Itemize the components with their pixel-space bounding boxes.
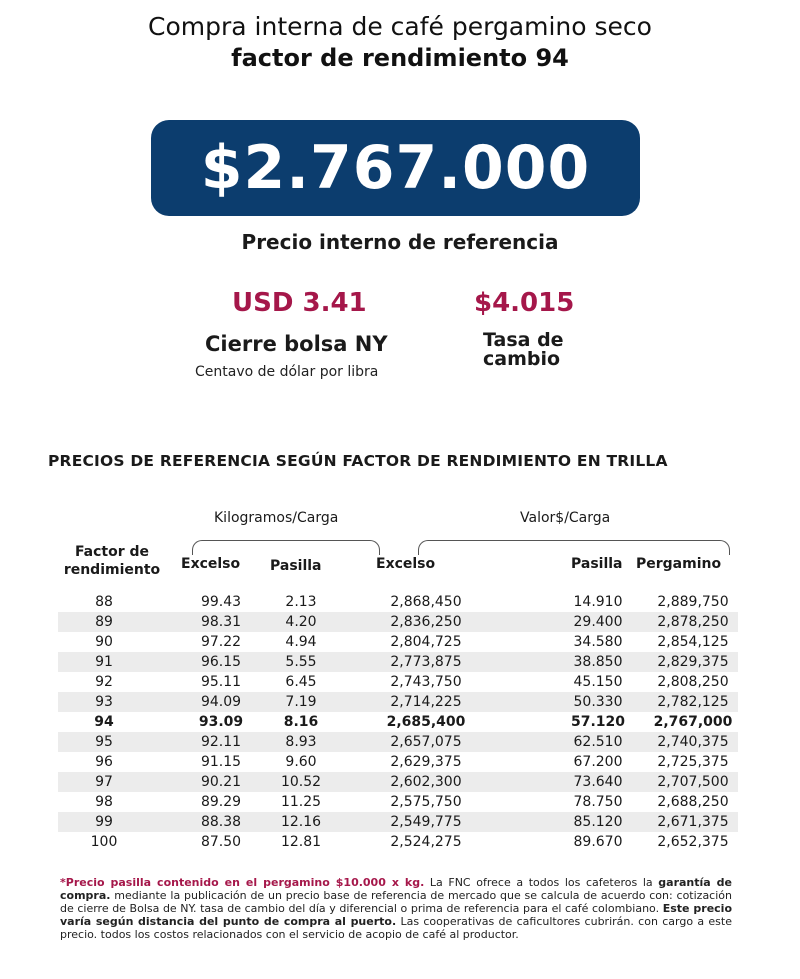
cell-pergamino: 2,889,750 (657, 594, 729, 610)
cell-pasilla-valor: 62.510 (573, 734, 623, 750)
cell-factor: 97 (95, 774, 113, 790)
table-row (58, 672, 738, 692)
footnote-text-1: La FNC ofrece a todos los cafeteros la (424, 876, 659, 889)
cell-pergamino: 2,740,375 (657, 734, 729, 750)
cell-pasilla-valor: 38.850 (573, 654, 623, 670)
bolsa-value: USD 3.41 (232, 288, 367, 318)
table-row (58, 652, 738, 672)
table-row (58, 792, 738, 812)
cell-excelso-valor: 2,868,450 (390, 594, 462, 610)
group-header-valor: Valor$/Carga (520, 510, 611, 526)
reference-price-box (151, 120, 640, 216)
bolsa-sublabel: Centavo de dólar por libra (195, 364, 379, 380)
cell-pasilla-kg: 8.16 (283, 714, 319, 730)
footnote-garantia: garantía de compra. (60, 876, 733, 902)
cell-excelso-valor: 2,804,725 (390, 634, 462, 650)
cell-pasilla-valor: 57.120 (570, 714, 626, 730)
cell-excelso-kg: 89.29 (200, 794, 242, 810)
cell-pergamino: 2,854,125 (657, 634, 729, 650)
cell-excelso-valor: 2,714,225 (390, 694, 462, 710)
cell-excelso-kg: 91.15 (200, 754, 242, 770)
cell-factor: 99 (95, 814, 113, 830)
column-header-factor: Factor de rendimiento (63, 544, 161, 578)
cell-pasilla-valor: 34.580 (573, 634, 623, 650)
cell-pasilla-valor: 67.200 (573, 754, 623, 770)
footnote-price-varies: Este precio varía según distancia del punto de compra al puerto. (60, 902, 733, 928)
footnote-text-2: mediante la publicación de un precio base de referencia de mercado que se calcula de acuerdo con: cotización de cierre de Bolsa de NY. tasa de cambio del día y diferencial o prima de referencia para el café colombiano. (60, 889, 732, 915)
cell-factor: 92 (95, 674, 113, 690)
table-row (58, 772, 738, 792)
cell-factor: 96 (95, 754, 113, 770)
cell-factor: 94 (94, 714, 114, 730)
column-header-excelso-valor: Excelso (376, 556, 436, 572)
cell-pasilla-kg: 10.52 (280, 774, 322, 790)
cell-factor: 93 (95, 694, 113, 710)
cell-excelso-valor: 2,629,375 (390, 754, 462, 770)
cell-factor: 91 (95, 654, 113, 670)
cell-pergamino: 2,707,500 (657, 774, 729, 790)
cell-excelso-kg: 94.09 (200, 694, 242, 710)
cell-excelso-kg: 90.21 (200, 774, 242, 790)
table-row (58, 752, 738, 772)
cell-pasilla-valor: 50.330 (573, 694, 623, 710)
cell-excelso-valor: 2,836,250 (390, 614, 462, 630)
cell-factor: 89 (95, 614, 113, 630)
cell-pergamino: 2,808,250 (657, 674, 729, 690)
cell-pergamino: 2,688,250 (657, 794, 729, 810)
cell-excelso-kg: 95.11 (200, 674, 242, 690)
table-row (58, 632, 738, 652)
reference-price-table (58, 592, 738, 852)
group-bracket-valor (418, 540, 730, 555)
footnote-text-3: Las cooperativas de caficultores cubrirán. con cargo a este precio. todos los costos relacionados con el servicio de acopio de café al productor. (60, 915, 732, 941)
cell-excelso-kg: 87.50 (200, 834, 242, 850)
exchange-rate-value: $4.015 (474, 288, 575, 318)
bolsa-label: Cierre bolsa NY (205, 332, 388, 356)
page-title: Compra interna de café pergamino seco (148, 12, 652, 41)
cell-excelso-valor: 2,524,275 (390, 834, 462, 850)
table-row (58, 612, 738, 632)
cell-pasilla-valor: 29.400 (573, 614, 623, 630)
column-header-pasilla-kg: Pasilla (270, 558, 322, 574)
cell-excelso-valor: 2,575,750 (390, 794, 462, 810)
table-row (58, 812, 738, 832)
page-subtitle: factor de rendimiento 94 (231, 44, 569, 72)
reference-price-value: $2.767.000 (200, 133, 591, 203)
cell-pasilla-valor: 85.120 (573, 814, 623, 830)
cell-pasilla-kg: 5.55 (285, 654, 317, 670)
cell-excelso-kg: 92.11 (200, 734, 242, 750)
cell-pasilla-kg: 4.94 (285, 634, 317, 650)
cell-pasilla-valor: 45.150 (573, 674, 623, 690)
cell-pasilla-kg: 11.25 (280, 794, 322, 810)
table-row (58, 832, 738, 852)
cell-excelso-valor: 2,685,400 (386, 714, 466, 730)
cell-pasilla-valor: 14.910 (573, 594, 623, 610)
cell-excelso-kg: 96.15 (200, 654, 242, 670)
table-row (58, 692, 738, 712)
table-row (58, 732, 738, 752)
cell-pasilla-valor: 78.750 (573, 794, 623, 810)
reference-price-label: Precio interno de referencia (241, 230, 559, 254)
table-row (58, 712, 738, 732)
cell-pergamino: 2,725,375 (657, 754, 729, 770)
cell-pasilla-kg: 12.81 (280, 834, 322, 850)
cell-factor: 100 (90, 834, 118, 850)
cell-excelso-valor: 2,773,875 (390, 654, 462, 670)
cell-factor: 88 (95, 594, 113, 610)
cell-pasilla-valor: 73.640 (573, 774, 623, 790)
cell-excelso-valor: 2,657,075 (390, 734, 462, 750)
cell-pasilla-kg: 8.93 (285, 734, 317, 750)
cell-pasilla-kg: 4.20 (285, 614, 317, 630)
column-header-pasilla-valor: Pasilla (571, 556, 623, 572)
cell-pergamino: 2,829,375 (657, 654, 729, 670)
cell-excelso-kg: 99.43 (200, 594, 242, 610)
cell-pergamino: 2,767,000 (653, 714, 733, 730)
cell-factor: 90 (95, 634, 113, 650)
cell-excelso-kg: 93.09 (198, 714, 244, 730)
footnote-pasilla-note: *Precio pasilla contenido en el pergamino $10.000 x kg. (60, 876, 425, 889)
group-header-kilogramos: Kilogramos/Carga (214, 510, 339, 526)
section-title: PRECIOS DE REFERENCIA SEGÚN FACTOR DE RENDIMIENTO EN TRILLA (48, 452, 668, 470)
column-header-pergamino: Pergamino (636, 556, 722, 572)
cell-excelso-kg: 97.22 (200, 634, 242, 650)
cell-pasilla-kg: 12.16 (280, 814, 322, 830)
cell-factor: 95 (95, 734, 113, 750)
cell-pasilla-kg: 7.19 (285, 694, 317, 710)
cell-pergamino: 2,652,375 (657, 834, 729, 850)
cell-pasilla-valor: 89.670 (573, 834, 623, 850)
column-header-excelso-kg: Excelso (181, 556, 241, 572)
group-bracket-kilogramos (192, 540, 380, 555)
cell-pasilla-kg: 6.45 (285, 674, 317, 690)
cell-pergamino: 2,878,250 (657, 614, 729, 630)
footnote (60, 876, 732, 941)
cell-excelso-kg: 88.38 (200, 814, 242, 830)
cell-pergamino: 2,782,125 (657, 694, 729, 710)
cell-factor: 98 (95, 794, 113, 810)
cell-pergamino: 2,671,375 (657, 814, 729, 830)
table-row (58, 592, 738, 612)
cell-excelso-valor: 2,602,300 (390, 774, 462, 790)
exchange-rate-label: Tasa de cambio (483, 329, 564, 370)
cell-excelso-valor: 2,743,750 (390, 674, 462, 690)
cell-pasilla-kg: 9.60 (285, 754, 317, 770)
cell-excelso-kg: 98.31 (200, 614, 242, 630)
cell-excelso-valor: 2,549,775 (390, 814, 462, 830)
cell-pasilla-kg: 2.13 (285, 594, 317, 610)
